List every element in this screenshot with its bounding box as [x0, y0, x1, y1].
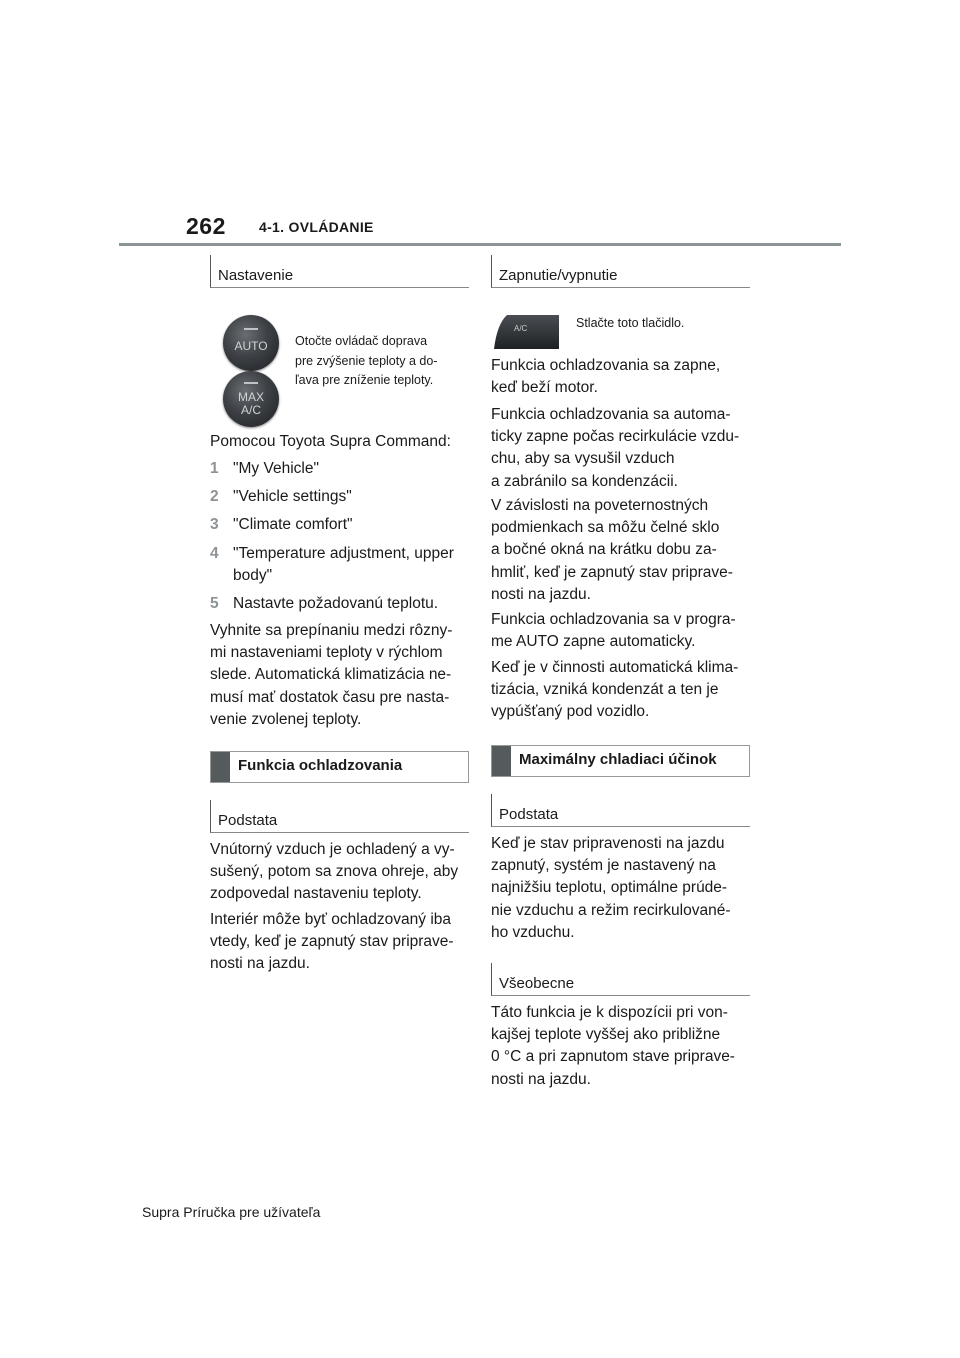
- caption-line: ľava pre zníženie teploty.: [295, 373, 434, 387]
- step-number: 2: [210, 488, 219, 506]
- text-line: musí mať dostatok času pre nasta-: [210, 688, 450, 706]
- podstata-heading-text: Podstata: [218, 812, 278, 829]
- text-line: zodpovedal nastaveniu teploty.: [210, 885, 422, 903]
- text-line: ticky zapne počas recirkulácie vzdu-: [491, 428, 740, 446]
- text-line: chu, aby sa vysušil vzduch: [491, 450, 675, 468]
- list-item: [210, 486, 472, 508]
- step-text: "Vehicle settings": [233, 488, 352, 506]
- text-line: 0 °C a pri zapnutom stave priprave-: [491, 1048, 735, 1066]
- zapnutie-heading-text: Zapnutie/vypnutie: [499, 267, 618, 284]
- text-line: Keď je v činnosti automatická klima-: [491, 659, 739, 676]
- list-item: [210, 514, 472, 536]
- zapnutie-vypnutie-heading: [491, 255, 750, 288]
- text-line: nosti na jazdu.: [491, 1070, 591, 1088]
- weather-paragraph: [491, 495, 756, 606]
- heading-marker: [211, 752, 230, 782]
- intro-text: Pomocou Toyota Supra Command:: [210, 433, 451, 450]
- heading-marker: [492, 746, 511, 776]
- max-ac-knob-icon: [223, 371, 279, 427]
- text-line: zapnutý, systém je nastavený na: [491, 857, 716, 875]
- caption-line: Otočte ovládač doprava: [295, 334, 428, 348]
- knob-caption: [295, 332, 470, 391]
- text-line: Funkcia ochladzovania sa automa-: [491, 406, 731, 423]
- ac-button-label: A/C: [514, 324, 528, 333]
- list-item: [210, 543, 472, 587]
- text-line: ho vzduchu.: [491, 923, 575, 941]
- text-line: venie zvolenej teploty.: [210, 710, 362, 728]
- page-number: 262: [186, 213, 226, 239]
- ac-button-icon: [493, 314, 559, 350]
- nastavenie-heading: [210, 255, 469, 288]
- text-line: nosti na jazdu.: [491, 585, 591, 603]
- text-line: a bočné okná na krátku dobu za-: [491, 541, 717, 559]
- cooling-explanation: [210, 839, 475, 906]
- knob-bar-icon: [244, 328, 258, 330]
- max-cooling-heading: [491, 745, 750, 777]
- knob-bar-icon: [244, 382, 258, 384]
- text-line: tizácia, vzniká kondenzát a ten je: [491, 681, 719, 699]
- funkcia-heading-text: Funkcia ochladzovania: [238, 757, 403, 774]
- warning-paragraph: [210, 620, 475, 731]
- text-line: Keď je stav pripravenosti na jazdu: [491, 835, 725, 852]
- step-number: 5: [210, 595, 219, 613]
- text-line: Táto funkcia je k dispozícii pri von-: [491, 1004, 728, 1021]
- ac-caption: Stlačte toto tlačidlo.: [576, 316, 685, 330]
- availability-paragraph: [491, 1002, 756, 1091]
- podstata-heading-text: Podstata: [499, 806, 559, 823]
- text-line: me AUTO zapne automaticky.: [491, 633, 696, 651]
- text-line: keď beží motor.: [491, 379, 598, 397]
- max-heading-text: Maximálny chladiaci účinok: [519, 751, 717, 768]
- text-line: vypúšťaný pod vozidlo.: [491, 703, 650, 721]
- text-line: podmienkach sa môžu čelné sklo: [491, 519, 720, 537]
- step-text: Nastavte požadovanú teplotu.: [233, 595, 439, 613]
- text-line: mi nastaveniami teploty v rýchlom: [210, 644, 443, 662]
- chapter-title: 4-1. OVLÁDANIE: [259, 219, 374, 235]
- step-number: 3: [210, 516, 219, 534]
- text-line: kajšej teplote vyššej ako približne: [491, 1026, 721, 1044]
- text-line: V závislosti na poveternostných: [491, 497, 709, 514]
- text-line: slede. Automatická klimatizácia ne-: [210, 666, 452, 684]
- list-item: [210, 458, 472, 480]
- step-number: 1: [210, 460, 219, 477]
- footer-text: Supra Príručka pre užívateľa: [142, 1204, 321, 1220]
- step-number: 4: [210, 544, 219, 562]
- text-line: Funkcia ochladzovania sa v progra-: [491, 611, 736, 628]
- podstata-heading-left: [210, 800, 469, 833]
- vseobecne-heading-text: Všeobecne: [499, 975, 575, 992]
- funkcia-ochladzovania-heading: [210, 751, 469, 783]
- text-line: vtedy, keď je zapnutý stav priprave-: [210, 933, 454, 951]
- step-text: "Temperature adjustment, upper body": [233, 544, 454, 584]
- cooling-on-paragraph: [491, 355, 756, 399]
- text-line: Vnútorný vzduch je ochladený a vy-: [210, 841, 455, 858]
- text-line: najnižšiu teplotu, optimálne prúde-: [491, 879, 728, 897]
- text-line: a zabránilo sa kondenzácii.: [491, 472, 678, 490]
- text-line: Interiér môže byť ochladzovaný iba: [210, 911, 452, 928]
- podstata-heading-right: [491, 794, 750, 827]
- recirculation-paragraph: [491, 404, 756, 493]
- header-rule: [119, 243, 841, 246]
- text-line: Funkcia ochladzovania sa zapne,: [491, 357, 721, 374]
- max-cooling-paragraph: [491, 833, 756, 944]
- list-item: [210, 593, 472, 615]
- text-line: Vyhnite sa prepínaniu medzi rôzny-: [210, 622, 453, 639]
- text-line: sušený, potom sa znova ohreje, aby: [210, 863, 459, 881]
- auto-program-paragraph: [491, 609, 756, 653]
- knob-max-label: MAX: [237, 390, 264, 404]
- vseobecne-heading: [491, 963, 750, 996]
- text-line: nie vzduchu a režim recirkulované-: [491, 901, 731, 919]
- auto-knob-icon: [223, 315, 279, 371]
- knob-auto-label: AUTO: [234, 339, 268, 353]
- text-line: nosti na jazdu.: [210, 955, 310, 973]
- condensate-paragraph: [491, 657, 756, 724]
- caption-line: pre zvýšenie teploty a do-: [295, 353, 438, 368]
- nastavenie-heading-text: Nastavenie: [218, 267, 294, 284]
- step-text: "Climate comfort": [233, 516, 353, 534]
- step-text: "My Vehicle": [233, 460, 319, 477]
- text-line: hmliť, keď je zapnutý stav priprave-: [491, 563, 733, 581]
- steps-list: [210, 458, 472, 621]
- knob-ac-label: A/C: [240, 403, 261, 417]
- interior-cooling-note: [210, 909, 475, 976]
